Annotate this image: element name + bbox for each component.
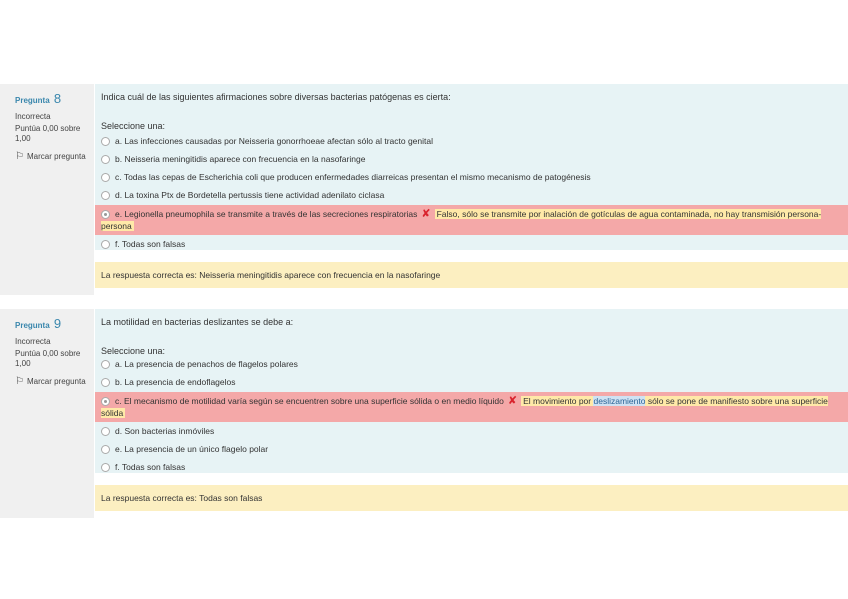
- radio-button[interactable]: [101, 173, 110, 182]
- question-number: Pregunta 8: [15, 91, 62, 106]
- radio-button[interactable]: [101, 445, 110, 454]
- radio-button[interactable]: [101, 427, 110, 436]
- radio-button-selected[interactable]: [101, 210, 110, 219]
- question-state: Incorrecta: [15, 112, 51, 121]
- option-e-selected[interactable]: e. Legionella pneumophila se transmite a través de las secreciones respiratorias ✘ Falso, sólo se transmite por inalación de gotículas de agua contaminada, no hay transmisión persona-persona: [95, 205, 848, 235]
- option-d[interactable]: d. La toxina Ptx de Bordetella pertussis tiene actividad adenilato ciclasa: [101, 190, 384, 200]
- answer-prompt: Seleccione una:: [101, 121, 166, 131]
- question-number: Pregunta 9: [15, 316, 62, 331]
- flag-icon: ⚐: [15, 376, 24, 387]
- radio-button-selected[interactable]: [101, 397, 110, 406]
- answer-prompt: Seleccione una:: [101, 346, 166, 356]
- question-state: Incorrecta: [15, 337, 51, 346]
- question-content: [95, 84, 848, 250]
- radio-button[interactable]: [101, 360, 110, 369]
- correct-answer-box: La respuesta correcta es: Neisseria meningitidis aparece con frecuencia en la nasofaringe: [95, 262, 848, 288]
- question-8: [0, 84, 848, 295]
- option-a[interactable]: a. Las infecciones causadas por Neisseria gonorrhoeae afectan sólo al tracto genital: [101, 136, 433, 146]
- option-e[interactable]: e. La presencia de un único flagelo polar: [101, 444, 268, 454]
- option-f[interactable]: f. Todas son falsas: [101, 462, 185, 472]
- option-f[interactable]: f. Todas son falsas: [101, 239, 185, 249]
- radio-button[interactable]: [101, 240, 110, 249]
- question-text: Indica cuál de las siguientes afirmaciones sobre diversas bacterias patógenas es cierta:: [101, 92, 451, 102]
- answer-feedback: Falso, sólo se transmite por inalación de gotículas de agua contaminada, no hay transmisión persona-persona: [101, 209, 822, 231]
- option-a[interactable]: a. La presencia de penachos de flagelos polares: [101, 359, 298, 369]
- option-c[interactable]: c. Todas las cepas de Escherichia coli que producen enfermedades diarreicas presentan el mismo mecanismo de patogénesis: [101, 172, 591, 182]
- answer-feedback: El movimiento por deslizamiento sólo se pone de manifiesto sobre una superficie sólida: [101, 396, 828, 418]
- question-info: [0, 309, 94, 518]
- flag-question-link[interactable]: ⚐ Marcar pregunta: [15, 376, 86, 387]
- correct-answer-box: La respuesta correcta es: Todas son falsas: [95, 485, 848, 511]
- radio-button[interactable]: [101, 137, 110, 146]
- radio-button[interactable]: [101, 191, 110, 200]
- flag-question-link[interactable]: ⚐ Marcar pregunta: [15, 151, 86, 162]
- question-9: [0, 309, 848, 518]
- option-d[interactable]: d. Son bacterias inmóviles: [101, 426, 214, 436]
- radio-button[interactable]: [101, 463, 110, 472]
- question-text: La motilidad en bacterias deslizantes se debe a:: [101, 317, 294, 327]
- radio-button[interactable]: [101, 155, 110, 164]
- radio-button[interactable]: [101, 378, 110, 387]
- option-b[interactable]: b. La presencia de endoflagelos: [101, 377, 236, 387]
- incorrect-icon: ✘: [507, 395, 518, 407]
- option-c-selected[interactable]: c. El mecanismo de motilidad varía según se encuentren sobre una superficie sólida o en medio líquido ✘ El movimiento por deslizamiento sólo se pone de manifiesto sobre una superficie sólida: [95, 392, 848, 422]
- question-content: [95, 309, 848, 473]
- flag-icon: ⚐: [15, 151, 24, 162]
- question-grade: Puntúa 0,00 sobre 1,00: [15, 124, 81, 143]
- question-grade: Puntúa 0,00 sobre 1,00: [15, 349, 81, 368]
- incorrect-icon: ✘: [421, 208, 431, 220]
- question-info: [0, 84, 94, 295]
- option-b[interactable]: b. Neisseria meningitidis aparece con frecuencia en la nasofaringe: [101, 154, 365, 164]
